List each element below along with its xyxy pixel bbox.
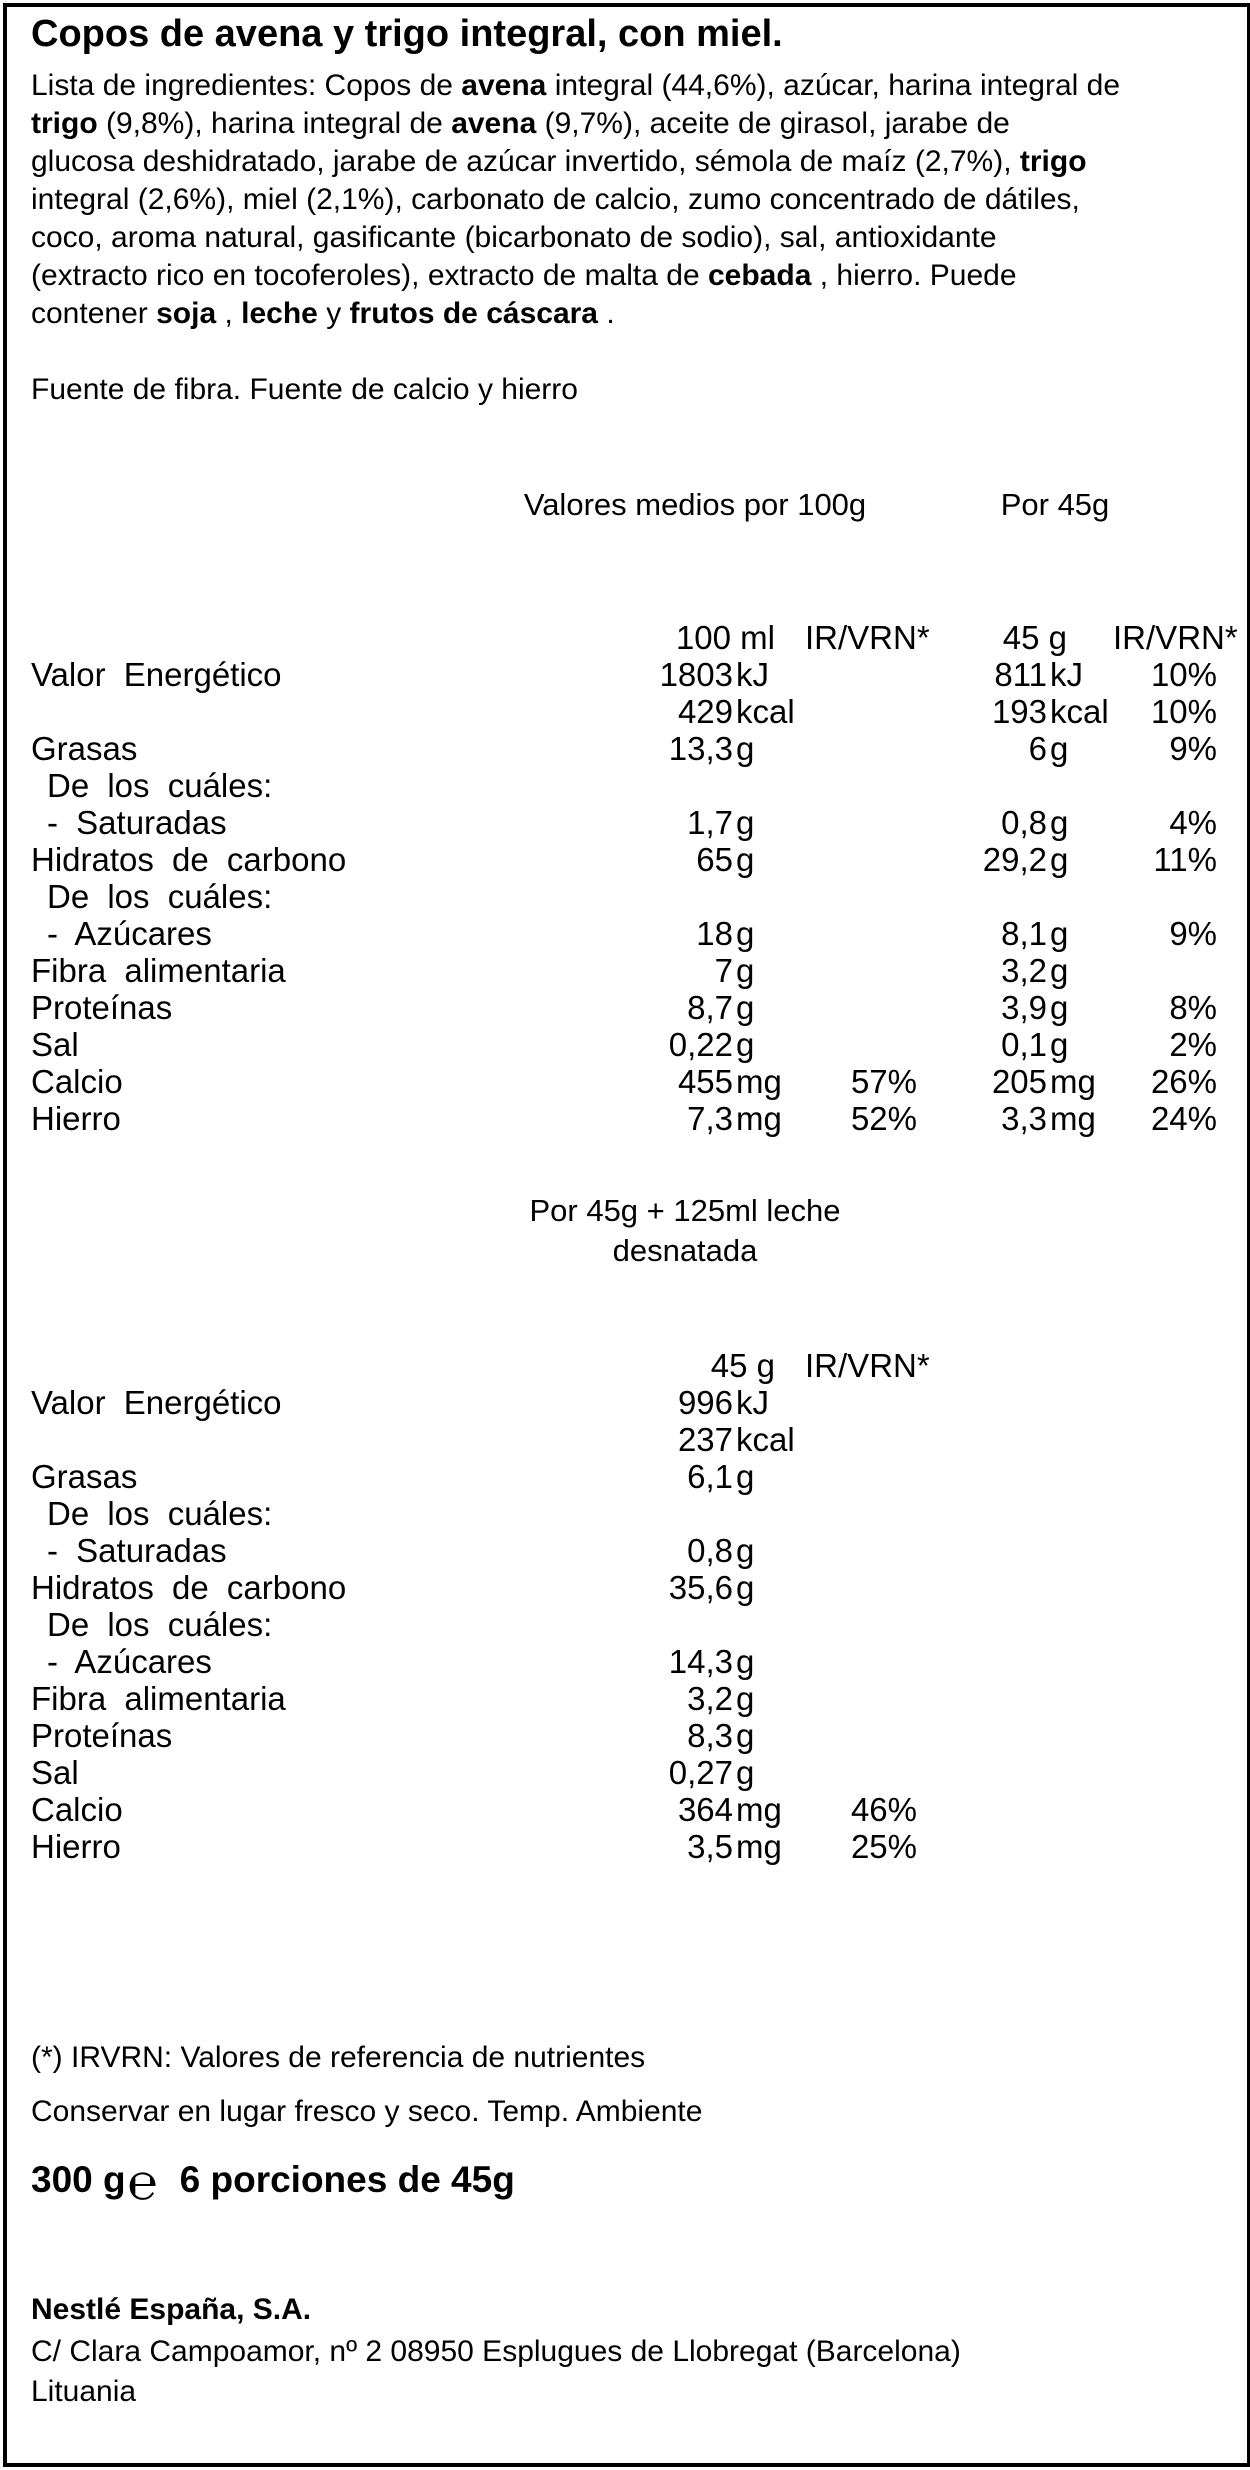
nutrient-value: 7,3	[687, 1100, 733, 1137]
milk-title-line2: desnatada	[612, 1233, 758, 1268]
nutrient-value	[917, 767, 1047, 804]
nutrient-row	[31, 767, 1217, 804]
nutrient-pct	[805, 804, 917, 841]
ingredients-line	[31, 181, 1120, 219]
nutrient-value: 811	[994, 656, 1047, 693]
nutrient-value: 455	[677, 1063, 733, 1100]
nutrient-value: 8,1	[1001, 915, 1047, 952]
nutrient-unit: g	[736, 1026, 755, 1063]
nutrient-label: Fibra alimentaria	[31, 1680, 286, 1717]
nutrient-unit: kJ	[736, 656, 769, 693]
nutrient-pct	[805, 1458, 917, 1495]
nutrient-label: Sal	[31, 1754, 79, 1791]
ingredient-text: y	[317, 297, 350, 330]
nutrient-label: Proteínas	[31, 989, 173, 1026]
nutrient-pct	[1113, 878, 1217, 915]
nutrient-unit	[733, 767, 805, 804]
nutrient-unit: g	[736, 1643, 755, 1680]
header-irvrn: IR/VRN*	[805, 1347, 930, 1384]
nutrient-pct	[805, 767, 917, 804]
ingredient-text: ,	[216, 297, 242, 330]
nutrient-unit: mg	[736, 1063, 782, 1100]
nutrient-unit: kcal	[1050, 693, 1109, 730]
table-header-row	[31, 1347, 917, 1384]
nutrient-row	[31, 1754, 917, 1791]
nutrient-value: 996	[677, 1384, 733, 1421]
nutrient-value: 7	[714, 952, 733, 989]
nutrient-pct: 24%	[1150, 1100, 1218, 1137]
allergen-ingredient: avena	[461, 69, 547, 102]
nutrient-label: Proteínas	[31, 1717, 173, 1754]
nutrient-pct	[805, 1569, 917, 1606]
ingredient-text: Lista de ingredientes: Copos de	[31, 69, 462, 102]
nutrient-unit	[733, 878, 805, 915]
ingredients-line	[31, 143, 1120, 181]
allergen-ingredient: frutos de cáscara	[349, 297, 598, 330]
nutrient-label: De los cuáles:	[47, 1606, 273, 1643]
nutrient-value: 364	[677, 1791, 733, 1828]
nutrient-value: 1803	[659, 656, 733, 693]
nutrient-value	[621, 767, 733, 804]
nutrient-row	[31, 878, 1217, 915]
nutrient-pct	[805, 1532, 917, 1569]
nutrient-row	[31, 989, 1217, 1026]
nutrient-label	[31, 1421, 621, 1458]
origin-country: Lituania	[31, 2375, 137, 2408]
nutrient-value: 65	[696, 841, 733, 878]
manufacturer-name: Nestlé España, S.A.	[31, 2293, 312, 2326]
ingredients-line	[31, 67, 1120, 105]
nutrient-unit: g	[736, 730, 755, 767]
nutrient-unit: g	[736, 989, 755, 1026]
nutrient-pct	[805, 693, 917, 730]
ingredients-paragraph	[31, 67, 1120, 333]
nutrient-row	[31, 1606, 917, 1643]
nutrient-label: Hidratos de carbono	[31, 1569, 347, 1606]
nutrient-label: Valor Energético	[31, 656, 282, 693]
header-qty-45g: 45 g	[710, 1347, 776, 1384]
nutrient-label: - Saturadas	[47, 1532, 227, 1569]
nutrient-row	[31, 1421, 917, 1458]
header-qty-45g: 45 g	[1002, 619, 1068, 656]
ingredient-text: , hierro. Puede	[811, 259, 1017, 292]
allergen-ingredient: soja	[156, 297, 217, 330]
nutrient-row	[31, 730, 1217, 767]
nutrient-label: Sal	[31, 1026, 79, 1063]
header-qty-100ml: 100 ml	[675, 619, 775, 656]
nutrient-pct	[805, 1754, 917, 1791]
column-title-per-100g: Valores medios por 100g	[523, 487, 867, 522]
nutrient-unit: kcal	[736, 1421, 795, 1458]
nutrient-label: Calcio	[31, 1791, 123, 1828]
allergen-ingredient: cebada	[707, 259, 812, 292]
nutrient-label: Fibra alimentaria	[31, 952, 286, 989]
ingredients-line	[31, 295, 1120, 333]
nutrient-label: De los cuáles:	[47, 1495, 273, 1532]
nutrient-value	[917, 878, 1047, 915]
ingredients-line	[31, 257, 1120, 295]
nutrient-label: Grasas	[31, 1458, 138, 1495]
nutrient-value	[621, 878, 733, 915]
nutrient-value: 8,7	[687, 989, 733, 1026]
nutrient-value: 205	[991, 1063, 1047, 1100]
irvrn-footnote: (*) IRVRN: Valores de referencia de nutrientes	[31, 2041, 646, 2074]
nutrient-pct	[805, 952, 917, 989]
allergen-ingredient: leche	[241, 297, 318, 330]
nutrient-row	[31, 841, 1217, 878]
nutrient-pct	[805, 1026, 917, 1063]
nutrient-pct: 10%	[1150, 656, 1218, 693]
nutrient-unit: g	[1050, 1026, 1069, 1063]
nutrient-unit: g	[736, 1717, 755, 1754]
nutrient-value: 35,6	[668, 1569, 733, 1606]
nutrient-pct	[805, 841, 917, 878]
nutrient-pct: 9%	[1169, 915, 1218, 952]
nutrient-pct: 8%	[1169, 989, 1218, 1026]
nutrient-value: 3,2	[687, 1680, 733, 1717]
nutrient-value	[621, 1606, 733, 1643]
nutrient-pct	[805, 1495, 917, 1532]
nutrient-value: 1,7	[687, 804, 733, 841]
nutrient-unit: mg	[1050, 1100, 1096, 1137]
nutrient-unit: g	[1050, 804, 1069, 841]
ingredients-line	[31, 219, 1120, 257]
nutrient-row	[31, 952, 1217, 989]
nutrient-pct	[805, 989, 917, 1026]
ingredient-text: integral (2,6%), miel (2,1%), carbonato de calcio, zumo concentrado de dátiles,	[31, 183, 1080, 216]
ingredient-text: integral (44,6%), azúcar, harina integral de	[546, 69, 1121, 102]
nutrient-row	[31, 1680, 917, 1717]
nutrient-pct: 9%	[1169, 730, 1218, 767]
allergen-ingredient: trigo	[1019, 145, 1087, 178]
nutrient-value: 193	[991, 693, 1047, 730]
nutrient-value: 429	[677, 693, 733, 730]
header-irvrn-100: IR/VRN*	[805, 619, 930, 656]
ingredient-text: (9,7%), aceite de girasol, jarabe de	[536, 107, 1010, 140]
nutrient-unit	[733, 1495, 805, 1532]
nutrient-pct: 26%	[1150, 1063, 1218, 1100]
nutrient-unit: g	[1050, 730, 1069, 767]
nutrient-unit: kJ	[1050, 656, 1083, 693]
nutrient-unit: g	[736, 1569, 755, 1606]
nutrient-value: 0,27	[668, 1754, 733, 1791]
allergen-ingredient: trigo	[31, 107, 98, 140]
nutrient-row	[31, 1532, 917, 1569]
net-weight-line	[31, 2154, 515, 2210]
nutrient-row	[31, 1063, 1217, 1100]
nutrition-table-per-45g-with-milk	[31, 1347, 930, 1865]
nutrient-row	[31, 1828, 917, 1865]
nutrient-unit: g	[1050, 841, 1069, 878]
nutrient-value: 3,9	[1001, 989, 1047, 1026]
nutrient-pct: 46%	[850, 1791, 918, 1828]
nutrient-unit: mg	[736, 1791, 782, 1828]
nutrient-row	[31, 1495, 917, 1532]
nutrient-label: - Saturadas	[47, 804, 227, 841]
nutrient-unit: g	[1050, 952, 1069, 989]
nutrient-row	[31, 1100, 1217, 1137]
nutrient-label: Valor Energético	[31, 1384, 282, 1421]
nutrient-value: 3,5	[687, 1828, 733, 1865]
product-title: Copos de avena y trigo integral, con miel.	[31, 13, 783, 55]
nutrient-value: 237	[677, 1421, 733, 1458]
nutrient-unit: g	[736, 952, 755, 989]
nutrient-pct	[805, 730, 917, 767]
nutrient-pct	[805, 1680, 917, 1717]
nutrient-value: 14,3	[668, 1643, 733, 1680]
nutrient-label: Calcio	[31, 1063, 123, 1100]
nutrient-row	[31, 804, 1217, 841]
column-title-per-45g: Por 45g	[1000, 487, 1110, 522]
nutrient-unit: g	[736, 1458, 755, 1495]
nutrient-pct: 2%	[1169, 1026, 1218, 1063]
nutrient-unit: g	[736, 804, 755, 841]
nutrient-unit: g	[1050, 989, 1069, 1026]
ingredient-text: (extracto rico en tocoferoles), extracto de malta de	[31, 259, 708, 292]
nutrient-pct	[805, 1384, 917, 1421]
nutrient-row	[31, 915, 1217, 952]
nutrient-unit: mg	[736, 1828, 782, 1865]
nutrient-value: 0,22	[668, 1026, 733, 1063]
nutrient-unit: g	[736, 1532, 755, 1569]
nutrient-unit: mg	[736, 1100, 782, 1137]
nutrient-unit	[1047, 878, 1113, 915]
nutrient-label: - Azúcares	[47, 1643, 212, 1680]
nutrient-unit	[733, 1606, 805, 1643]
per-45g-plus-milk-title	[529, 1191, 840, 1271]
ingredient-text: contener	[31, 297, 157, 330]
table-header-row	[31, 619, 1217, 656]
nutrient-unit	[1047, 767, 1113, 804]
nutrient-label: De los cuáles:	[47, 767, 273, 804]
nutrient-label: Hierro	[31, 1100, 121, 1137]
nutrient-unit: kJ	[736, 1384, 769, 1421]
nutrition-claim: Fuente de fibra. Fuente de calcio y hierro	[31, 373, 578, 406]
nutrient-unit: g	[1050, 915, 1069, 952]
nutrient-value: 18	[696, 915, 733, 952]
nutrient-row	[31, 1384, 917, 1421]
nutrient-row	[31, 656, 1217, 693]
nutrient-unit: mg	[1050, 1063, 1096, 1100]
header-spacer	[31, 619, 621, 656]
nutrient-row	[31, 1791, 917, 1828]
nutrient-pct: 57%	[850, 1063, 917, 1100]
nutrient-value: 29,2	[982, 841, 1047, 878]
nutrient-unit: kcal	[736, 693, 795, 730]
nutrient-value: 3,2	[1001, 952, 1047, 989]
nutrient-row	[31, 1569, 917, 1606]
nutrient-row	[31, 1026, 1217, 1063]
ingredients-line	[31, 105, 1120, 143]
nutrient-pct: 4%	[1169, 804, 1218, 841]
nutrient-row	[31, 1458, 917, 1495]
nutrient-row	[31, 693, 1217, 730]
nutrient-value	[621, 1495, 733, 1532]
estimated-sign: ℮	[127, 2154, 158, 2210]
nutrient-unit: g	[736, 1680, 755, 1717]
nutrient-pct	[805, 1643, 917, 1680]
ingredient-text: glucosa deshidratado, jarabe de azúcar invertido, sémola de maíz (2,7%),	[31, 145, 1020, 178]
nutrient-label: De los cuáles:	[47, 878, 273, 915]
nutrient-pct	[805, 1717, 917, 1754]
nutrient-value: 0,8	[1001, 804, 1047, 841]
header-spacer	[31, 1347, 621, 1384]
nutrient-pct	[805, 1421, 917, 1458]
nutrient-pct: 25%	[850, 1828, 918, 1865]
milk-title-line1: Por 45g + 125ml leche	[529, 1193, 841, 1228]
header-irvrn-45: IR/VRN*	[1113, 619, 1238, 656]
nutrient-pct: 10%	[1150, 693, 1218, 730]
nutrient-pct	[805, 656, 917, 693]
nutrient-row	[31, 1643, 917, 1680]
nutrient-value: 8,3	[687, 1717, 733, 1754]
ingredient-text: (9,8%), harina integral de	[97, 107, 452, 140]
product-label	[3, 3, 1250, 2467]
nutrient-pct: 52%	[850, 1100, 917, 1137]
allergen-ingredient: avena	[451, 107, 537, 140]
portions: 6 porciones de 45g	[179, 2159, 515, 2200]
nutrient-value: 6	[1028, 730, 1047, 767]
ingredient-text: .	[597, 297, 615, 330]
nutrient-unit: g	[736, 841, 755, 878]
nutrient-value: 0,1	[1001, 1026, 1047, 1063]
nutrient-pct	[805, 915, 917, 952]
nutrient-label: Hierro	[31, 1828, 121, 1865]
nutrition-table-per-100g	[31, 619, 1238, 1137]
manufacturer-address: C/ Clara Campoamor, nº 2 08950 Esplugues de Llobregat (Barcelona)	[31, 2335, 961, 2368]
nutrient-label	[31, 693, 621, 730]
nutrient-unit: g	[736, 915, 755, 952]
nutrient-row	[31, 1717, 917, 1754]
net-weight: 300 g	[31, 2159, 126, 2200]
storage-instructions: Conservar en lugar fresco y seco. Temp. Ambiente	[31, 2095, 703, 2128]
nutrient-unit: g	[736, 1754, 755, 1791]
nutrient-pct	[1113, 952, 1217, 989]
ingredient-text: coco, aroma natural, gasificante (bicarbonato de sodio), sal, antioxidante	[31, 221, 997, 254]
nutrient-pct	[805, 878, 917, 915]
nutrient-label: Hidratos de carbono	[31, 841, 347, 878]
nutrient-pct	[1113, 767, 1217, 804]
nutrient-value: 3,3	[1001, 1100, 1047, 1137]
nutrient-value: 6,1	[687, 1458, 733, 1495]
nutrient-label: - Azúcares	[47, 915, 212, 952]
nutrient-label: Grasas	[31, 730, 138, 767]
nutrient-value: 0,8	[687, 1532, 733, 1569]
nutrient-pct: 11%	[1153, 841, 1218, 878]
nutrient-value: 13,3	[668, 730, 733, 767]
nutrient-pct	[805, 1606, 917, 1643]
